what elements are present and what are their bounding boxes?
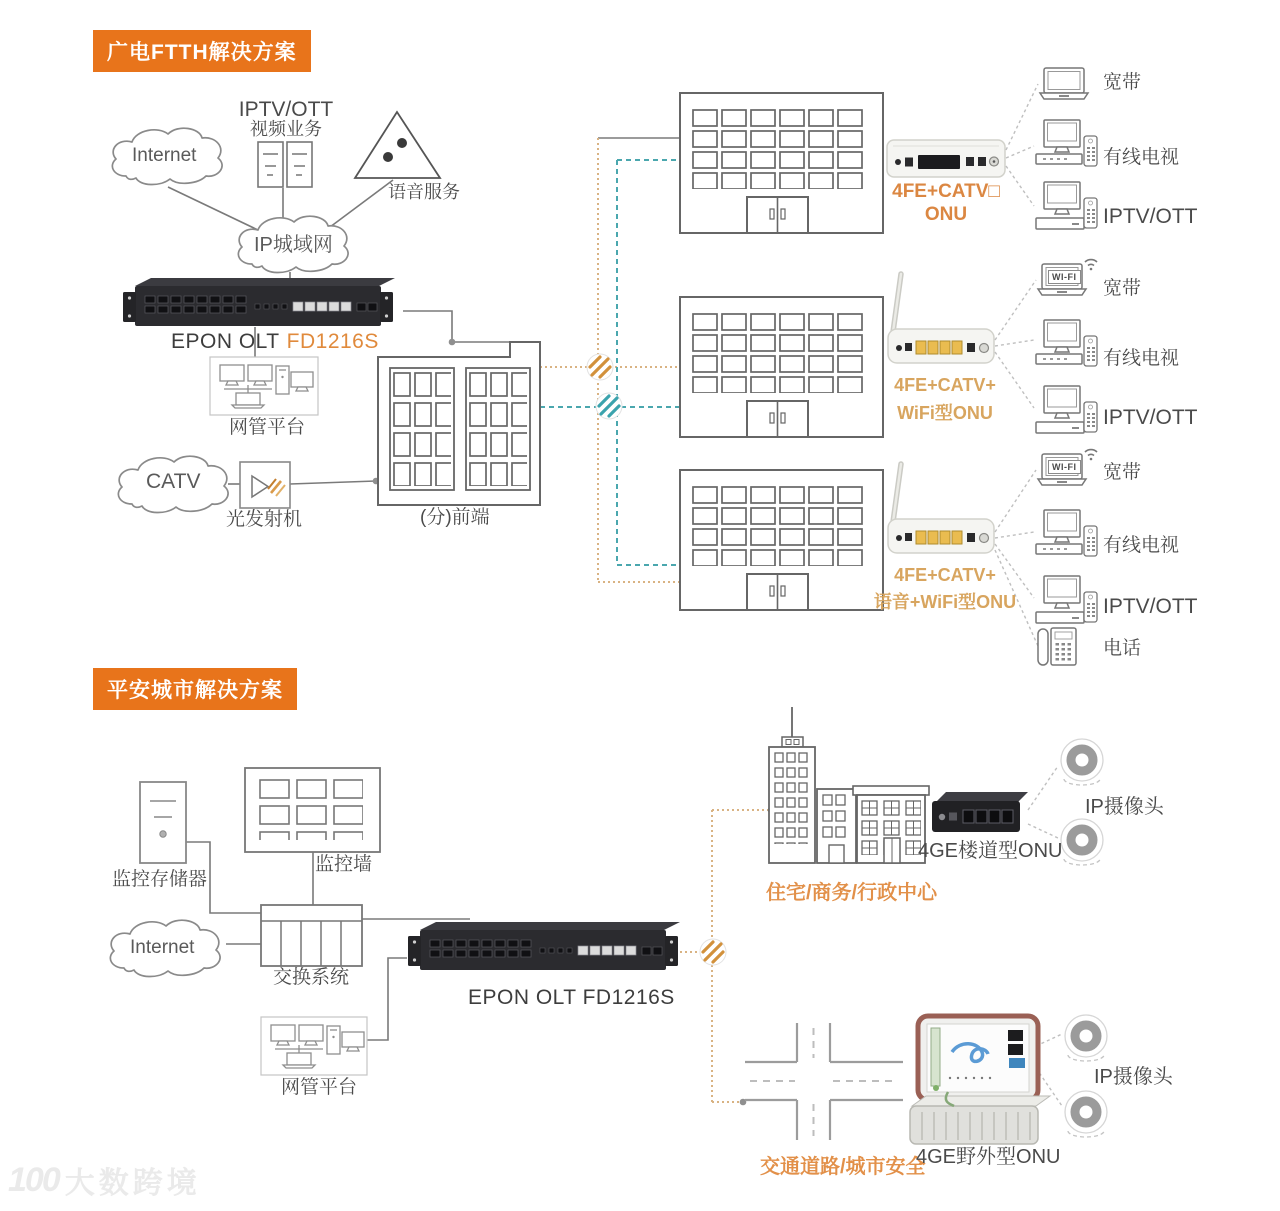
voice-service-label: 语音服务 xyxy=(388,182,460,202)
optical-splitter-teal-icon xyxy=(596,393,622,419)
wifi-badge: WI-FI xyxy=(1048,270,1081,284)
tv-stb-icon xyxy=(1036,320,1082,364)
wifi-icon xyxy=(1085,260,1097,271)
iptv-service-label-2: 视频业务 xyxy=(250,119,322,139)
storage-label: 监控存储器 xyxy=(112,869,208,890)
remote-icon xyxy=(1084,198,1097,228)
terminal-label-iptv: IPTV/OTT xyxy=(1103,406,1198,429)
terminal-label-broadband: 宽带 xyxy=(1103,462,1142,483)
phone-icon xyxy=(1038,628,1076,665)
watermark-logo: 100 xyxy=(8,1160,59,1199)
residence-label: 住宅/商务/行政中心 xyxy=(766,882,938,904)
terminal-label-cable-tv: 有线电视 xyxy=(1103,348,1180,369)
building-2 xyxy=(680,297,883,437)
switch-system-label: 交换系统 xyxy=(273,967,350,988)
wifi-icon xyxy=(1085,450,1097,461)
optical-splitter-orange-icon-2 xyxy=(700,939,726,965)
building-1 xyxy=(680,93,883,233)
onu2-label-line1: 4FE+CATV+ xyxy=(894,375,996,395)
city-buildings xyxy=(769,707,929,863)
olt-label-1 xyxy=(171,330,379,354)
epon-olt-device-2 xyxy=(408,922,680,970)
dome-camera-icon xyxy=(1061,819,1103,865)
nms-box-1 xyxy=(210,357,318,415)
iptv-stb-icon xyxy=(1036,576,1084,623)
corridor-onu-label: 4GE楼道型ONU xyxy=(918,840,1063,862)
iptv-service-label-1: IPTV/OTT xyxy=(238,98,334,121)
internet-cloud-label: Internet xyxy=(132,145,197,166)
monitor-wall-icon xyxy=(245,768,380,852)
iptv-servers-icon xyxy=(258,142,312,187)
remote-icon xyxy=(1084,336,1097,366)
section1-banner: 广电FTTH解决方案 xyxy=(93,30,311,72)
storage-server-icon xyxy=(140,782,186,863)
ip-camera-label-2: IP摄像头 xyxy=(1094,1066,1173,1088)
section2-safecity xyxy=(110,707,1107,1144)
switch-system-icon xyxy=(261,905,362,966)
voice-service-icon xyxy=(355,112,440,178)
nms-box-2 xyxy=(261,1017,367,1075)
iptv-stb-icon xyxy=(1036,386,1084,433)
watermark xyxy=(8,1158,201,1202)
dome-camera-icon xyxy=(1061,739,1103,785)
onu1-label-line2: ONU xyxy=(924,204,968,225)
onu-4fe-catv-device xyxy=(887,140,1005,177)
monitor-wall-label: 监控墙 xyxy=(315,854,373,875)
nms-label-2: 网管平台 xyxy=(281,1077,358,1098)
terminal-label-broadband: 宽带 xyxy=(1103,72,1142,93)
remote-icon xyxy=(1084,592,1097,622)
optical-transmitter-icon xyxy=(240,462,290,508)
road-intersection xyxy=(745,1023,903,1140)
optical-splitter-orange-icon xyxy=(587,354,613,380)
epon-olt-device-1 xyxy=(123,278,395,326)
iptv-stb-icon xyxy=(1036,182,1084,229)
olt-model: FD1216S xyxy=(286,330,379,353)
onu-4fe-catv-wifi-device xyxy=(888,274,994,363)
outdoor-onu-label: 4GE野外型ONU xyxy=(916,1146,1061,1168)
olt-name: EPON OLT xyxy=(171,330,280,353)
corridor-onu-device xyxy=(932,792,1028,832)
onu3-label-line1: 4FE+CATV+ xyxy=(894,565,996,585)
terminal-label-cable-tv: 有线电视 xyxy=(1103,535,1180,556)
onu1-label-line1: 4FE+CATV□ xyxy=(892,181,1000,202)
section2-banner: 平安城市解决方案 xyxy=(93,668,297,710)
dome-camera-icon xyxy=(1065,1015,1107,1061)
terminal-label-cable-tv: 有线电视 xyxy=(1103,147,1180,168)
terminal-label-broadband: 宽带 xyxy=(1103,278,1142,299)
nms-label-1: 网管平台 xyxy=(229,417,306,438)
dome-camera-icon xyxy=(1065,1091,1107,1137)
onu-4fe-catv-voice-wifi-device xyxy=(888,464,994,553)
remote-icon xyxy=(1084,526,1097,556)
building-3 xyxy=(680,470,883,610)
outdoor-onu-device xyxy=(910,1016,1050,1144)
wifi-badge: WI-FI xyxy=(1048,460,1081,474)
traffic-label: 交通道路/城市安全 xyxy=(760,1156,926,1178)
terminal-label-iptv: IPTV/OTT xyxy=(1103,595,1198,618)
olt-label-2: EPON OLT FD1216S xyxy=(468,986,675,1009)
remote-icon xyxy=(1084,402,1097,432)
internet-cloud-2-label: Internet xyxy=(130,937,195,958)
tv-stb-icon xyxy=(1036,510,1082,554)
frontend-building xyxy=(378,342,540,505)
laptop-icon xyxy=(1040,68,1088,99)
tv-stb-icon xyxy=(1036,120,1082,164)
onu2-label-line2: WiFi型ONU xyxy=(897,403,993,423)
catv-label: CATV xyxy=(146,470,201,493)
remote-icon xyxy=(1084,136,1097,166)
onu3-label-line2: 语音+WiFi型ONU xyxy=(873,592,1017,612)
watermark-text: 大数跨境 xyxy=(64,1167,201,1200)
ip-metro-label: IP城域网 xyxy=(254,234,333,256)
terminal-label-phone: 电话 xyxy=(1103,638,1142,659)
terminal-label-iptv: IPTV/OTT xyxy=(1103,205,1198,228)
ip-camera-label-1: IP摄像头 xyxy=(1085,796,1164,818)
frontend-label: (分)前端 xyxy=(420,507,490,528)
optical-transmitter-label: 光发射机 xyxy=(226,509,303,530)
